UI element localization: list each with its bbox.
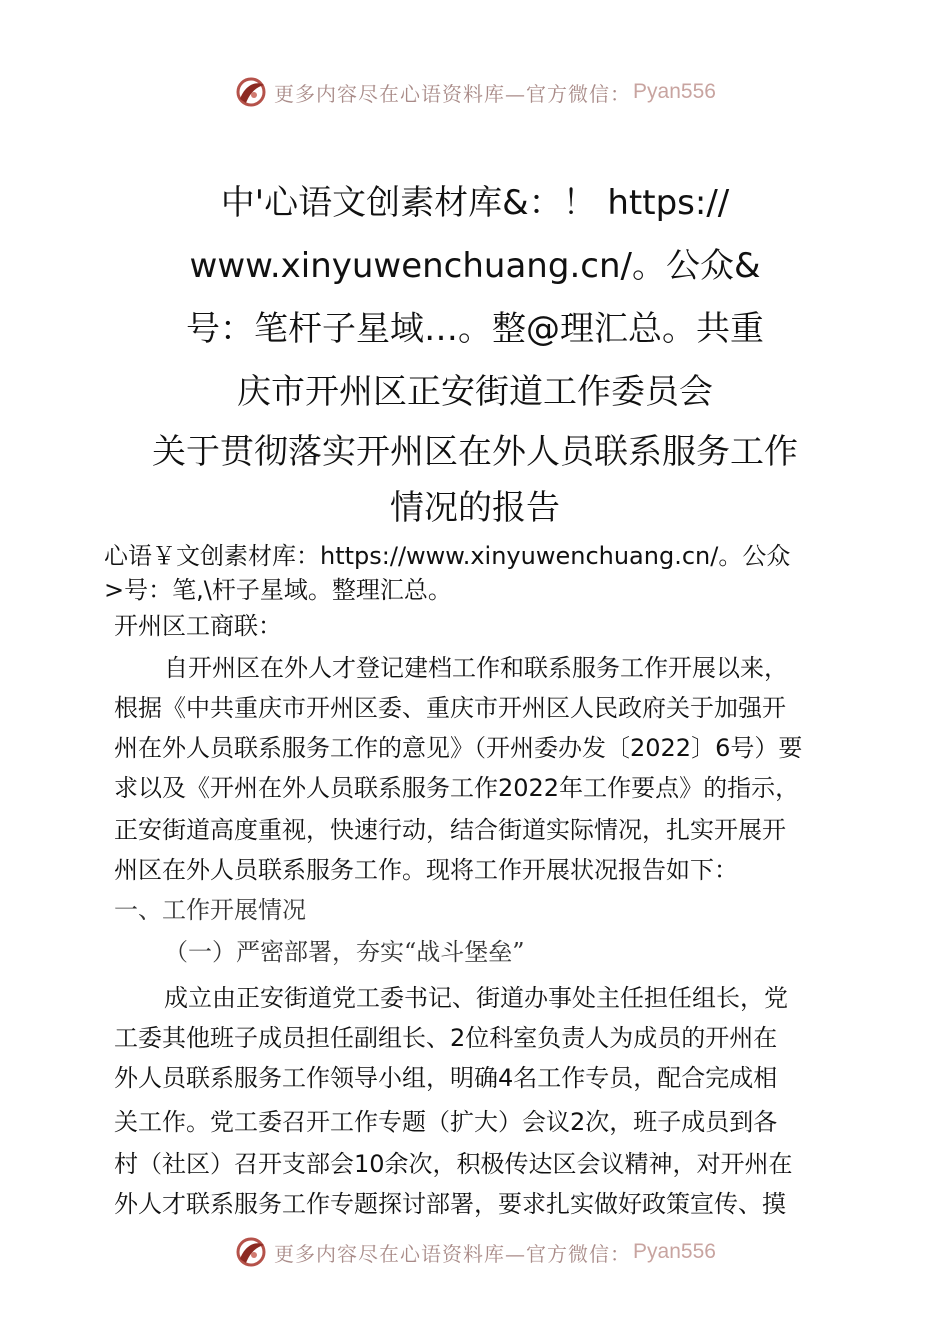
intro-line: 正安街道高度重视，快速行动，结合街道实际情况，扎实开展开: [114, 816, 786, 844]
title-line: 中'心语文创素材库&：！ https://: [220, 183, 730, 223]
document-title: [0, 172, 950, 536]
section-heading: 一、工作开展情况: [114, 896, 306, 924]
intro-line: 自开州区在外人才登记建档工作和联系服务工作开展以来，: [164, 654, 788, 682]
title-line: 庆市开州区正安街道工作委员会: [237, 372, 713, 412]
intro-line: 根据《中共重庆市开州区委、重庆市开州区人民政府关于加强开: [114, 694, 786, 722]
addressee: 开州区工商联：: [114, 612, 282, 640]
paragraph-line: 外人员联系服务工作领导小组，明确4名工作专员，配合完成相: [114, 1064, 778, 1092]
banner-wechat-id: Pyan556: [633, 1240, 716, 1263]
title-line: 情况的报告: [390, 488, 560, 528]
banner-wechat-id: Pyan556: [633, 80, 716, 103]
banner-text: 更多内容尽在心语资料库—官方微信：: [274, 81, 632, 106]
paragraph-line: 村（社区）召开支部会10余次，积极传达区会议精神，对开州在: [114, 1150, 793, 1178]
intro-line: 州区在外人员联系服务工作。现将工作开展状况报告如下：: [114, 856, 738, 884]
subsection-heading: （一）严密部署，夯实“战斗堡垒”: [164, 938, 525, 966]
source-line: >号：笔,\杆子星域。整理汇总。: [104, 576, 452, 604]
intro-line: 求以及《开州在外人员联系服务工作2022年工作要点》的指示，: [114, 774, 800, 802]
source-line: 心语￥文创素材库：https://www.xinyuwenchuang.cn/。公众: [104, 542, 791, 570]
brand-logo-icon: [234, 75, 268, 109]
paragraph-line: 关工作。党工委召开工作专题（扩大）会议2次，班子成员到各: [114, 1108, 778, 1136]
title-line: www.xinyuwenchuang.cn/。公众&: [189, 246, 761, 286]
title-line: 号：笔杆子星域…。整@理汇总。共重: [186, 309, 764, 349]
paragraph-line: 工委其他班子成员担任副组长、2位科室负责人为成员的开州在: [114, 1024, 778, 1052]
header-watermark-banner: [0, 72, 950, 112]
brand-logo-icon: [234, 1235, 268, 1269]
title-line: 关于贯彻落实开州区在外人员联系服务工作: [152, 432, 798, 472]
paragraph-line: 外人才联系服务工作专题探讨部署，要求扎实做好政策宣传、摸: [114, 1190, 786, 1218]
intro-line: 州在外人员联系服务工作的意见》（开州委办发〔2022〕6号）要: [114, 734, 803, 762]
banner-text: 更多内容尽在心语资料库—官方微信：: [274, 1241, 632, 1266]
paragraph-line: 成立由正安街道党工委书记、街道办事处主任担任组长，党: [164, 984, 788, 1012]
footer-watermark-banner: [0, 1232, 950, 1272]
